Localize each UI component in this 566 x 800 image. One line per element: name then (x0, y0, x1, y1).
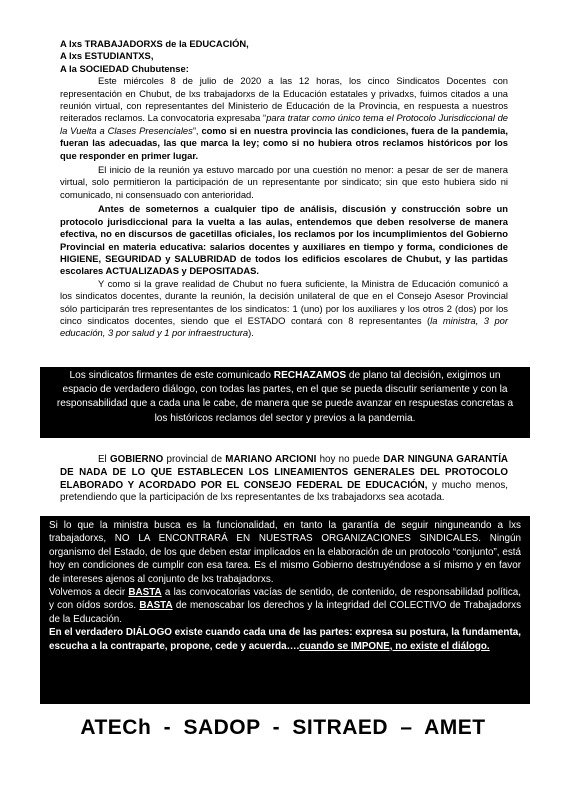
government-paragraph (60, 454, 508, 505)
statement-dialogue-text: En el verdadero (49, 627, 126, 639)
paragraph-council-end: ). (248, 327, 254, 339)
paragraph-meeting (60, 75, 508, 162)
gov-bold-government: GOBIERNO (109, 454, 164, 465)
paragraph-council (60, 278, 508, 340)
rejection-box (40, 367, 530, 438)
statement-basta-word-2: BASTA (139, 600, 173, 612)
statement-basta-text-2: a las convocatorias vacías de sentido, de contenido, de responsabilidad política, y con oídos sordos. (49, 587, 521, 612)
paragraph-council-italic: la ministra, 3 por educación, 3 por salud y 1 por infraestructura (60, 314, 509, 339)
paragraph-meeting-quote: para tratar como único tema el Protocolo Jurisdiccional de la Vuelta a Clases Presenciales (60, 112, 508, 136)
statement-dialogue-word: DIÁLOGO (125, 627, 172, 639)
salutation-students: A lxs ESTUDIANTXS, (60, 50, 154, 62)
rejection-keyword: RECHAZAMOS (273, 370, 347, 381)
statement-basta-text-3: de menoscabar los derechos y la integridad del COLECTIVO de Trabajadorxs de la Educación. (49, 600, 522, 625)
letter-body (60, 38, 508, 340)
paragraph-start: El inicio de la reunión ya estuvo marcado por una cuestión no menor: a pesar de ser de manera virtual, solo permitieron la participación de un representante por sindicato; sin que esto hubiera sido ni comunicado, ni consensuado con anterioridad. (60, 164, 508, 200)
paragraph-demands: Antes de someternos a cualquier tipo de análisis, discusión y construcción sobre un protocolo jurisdiccional para la vuelta a las aulas, entendemos que deben resolverse de manera efectiva, no en discursos de gacetillas oficiales, los reclamos por los incumplimientos del Gobierno Provincial en materia educativa: salarios docentes y auxiliares en tiempo y forma, condiciones de HIGIENE, SEGURIDAD y SALUBRIDAD de todos los edificios escolares de Chubut, y las partidas escolares ACTUALIZADAS y DEPOSITADAS. (60, 203, 508, 277)
rejection-text: Los sindicatos firmantes de este comunicado (69, 370, 274, 381)
gov-text-3: hoy no puede (316, 454, 384, 465)
rejection-text-2: de plano tal decisión, exigimos un espacio de verdadero diálogo, con todas las partes, en el que se pueda discutir seriamente y con la responsabilidad que a cada una le cabe, de manera que se puede avanzar en respuestas concretas a los históricos reclamos del sector y previos a la pandemia. (56, 370, 514, 424)
paragraph-meeting-text: Este miércoles 8 de julio de 2020 a las 12 horas, los cinco Sindicatos Docentes con representación en Chubut, de lxs trabajadorxs de la Educación estatales y privadxs, fuimos citados a una reunión virtual, con representantes del Ministerio de Educación de la Provincia, en respuesta a nuestros reiterados reclamos. La convocatoria expresaba “ (60, 75, 508, 124)
union-signatures: ATECh - SADOP - SITRAED – AMET (80, 716, 486, 739)
salutation-society: A la SOCIEDAD Chubutense: (60, 62, 189, 74)
gov-text-4: y mucho menos, pretendiendo que la participación de lxs representantes de lxs trabajadorxs sea acotada. (60, 479, 508, 504)
statement-functionality: Si lo que la ministra busca es la funcionalidad, en tanto la garantía de seguir ninguneando a lxs trabajadorxs, NO LA ENCONTRARÁ EN NUESTRAS ORGANIZACIONES SINDICALES. Ningún organismo del Estado, de los que deben estar implicados en la elaboración de un protocolo “conjunto”, está hoy en condiciones de cumplir con esa tarea. Es el mismo Gobierno destruyéndose a sí mismo y en favor de intereses ajenos al conjunto de lxs trabajadorxs. (49, 520, 521, 585)
statement-dialogue-text-2: existe cuando cada una de las partes: expresa su postura, la fundamenta, escucha a la contraparte, propone, cede y acuerda…. (49, 627, 521, 652)
statement-box (40, 516, 530, 704)
gov-bold-governor: MARIANO ARCIONI (225, 454, 317, 465)
statement-dialogue-underlined: cuando se IMPONE, no existe el diálogo. (299, 640, 490, 652)
salutation-workers: A lxs TRABAJADORXS de la EDUCACIÓN, (60, 38, 249, 49)
statement-basta-text: Volvemos a decir (49, 587, 129, 599)
paragraph-meeting-text-2: ”, (192, 124, 202, 136)
gov-text-2: provincial de (163, 454, 226, 465)
gov-text-1: El (98, 454, 110, 465)
statement-basta (49, 586, 521, 626)
statement-basta-word-1: BASTA (128, 587, 162, 599)
paragraph-council-text: Y como si la grave realidad de Chubut no fuera suficiente, la Ministra de Educación comunicó a los sindicatos docentes, durante la reunión, la decisión unilateral de que en el Consejo Asesor Provincial sólo participarán tres representantes de los sindicatos: 1 (uno) por los auxiliares y los otros 2 (dos) por los cinco sindicatos docentes, siendo que el ESTADO contará con 8 representantes ( (60, 277, 508, 326)
gov-bold-guarantee: DAR NINGUNA GARANTÍA DE NADA DE LO QUE ESTABLECEN LOS LINEAMIENTOS GENERALES DEL PROTOCOLO ELABORADO Y ACORDADO POR EL CONSEJO FEDERAL DE EDUCACIÓN, (60, 454, 508, 491)
statement-dialogue (49, 626, 521, 653)
paragraph-meeting-bold: como si en nuestra provincia las condiciones, fuera de la pandemia, fueran las adecuadas, las que marca la ley; como si no hubiera otros reclamos históricos por los que responder en primer lugar. (60, 124, 509, 161)
